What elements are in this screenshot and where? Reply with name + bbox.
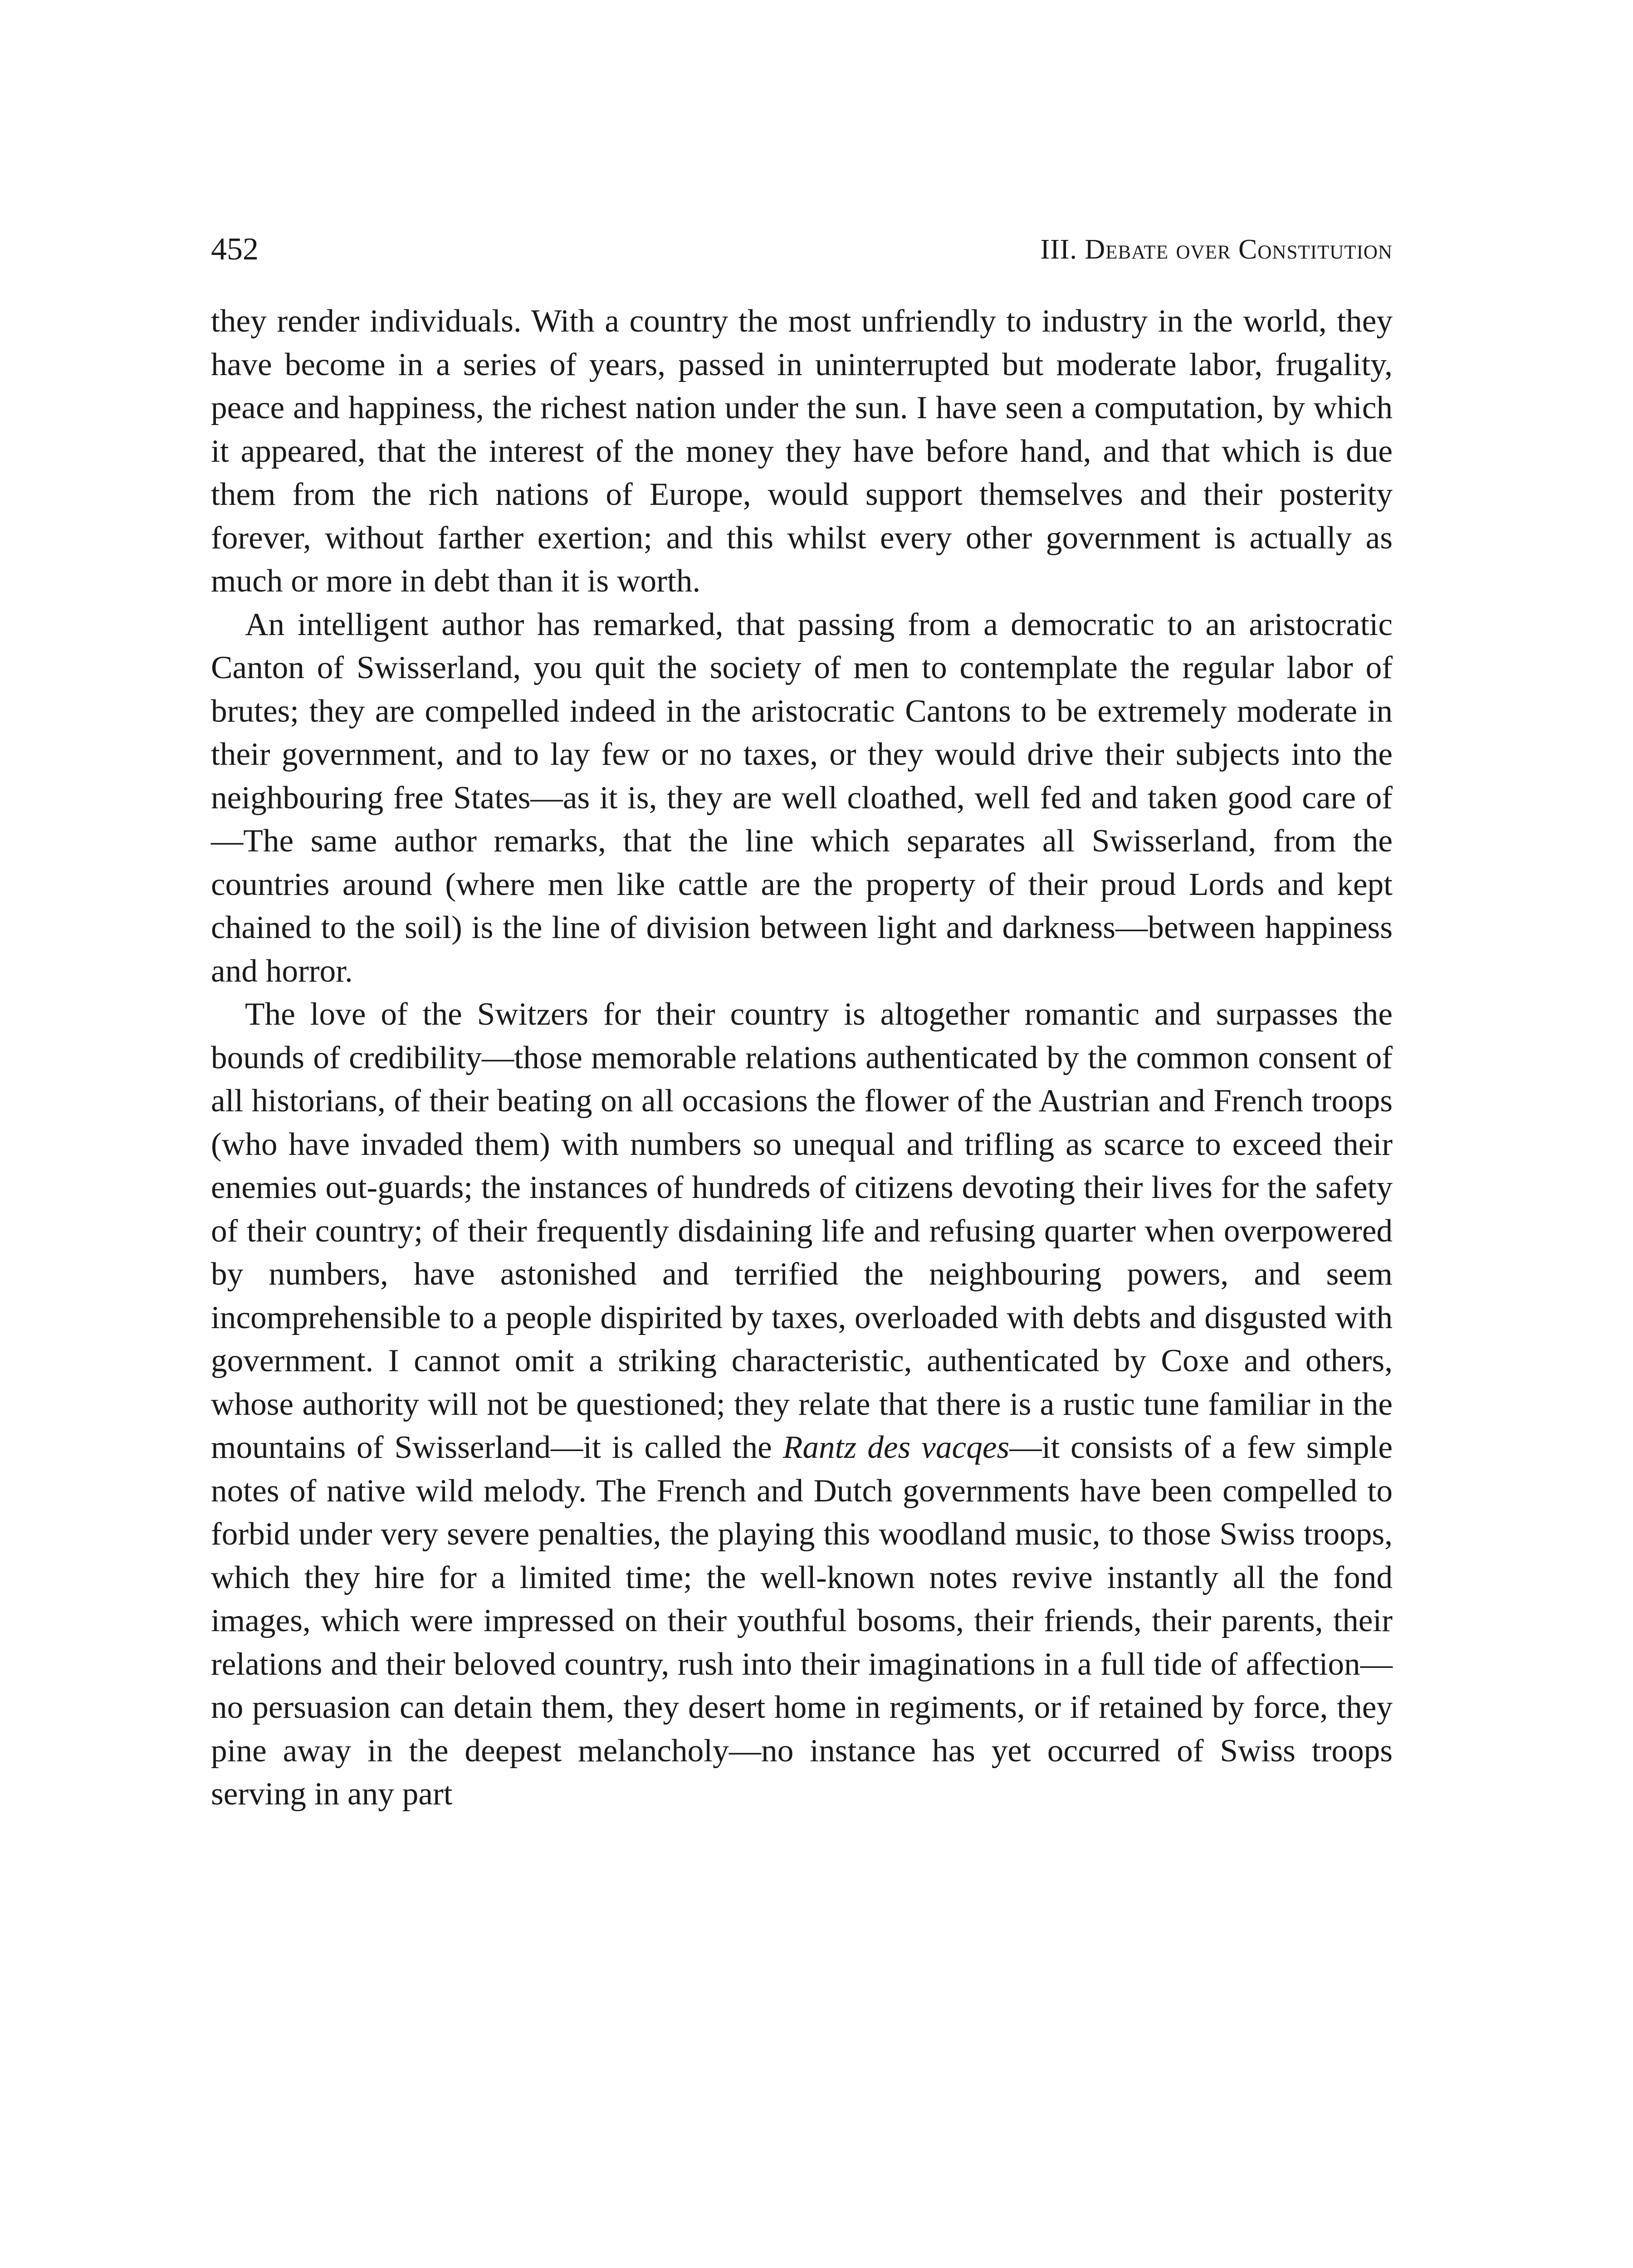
paragraph-3 — [211, 992, 1393, 1816]
running-head — [211, 222, 1393, 286]
paragraph-1: they render individuals. With a country the most unfriendly to industry in the world, they have become in a series of years, passed in uninterrupted but moderate labor, frugality, peace and happiness, the richest nation under the sun. I have seen a computation, by which it appeared, that the interest of the money they have before hand, and that which is due them from the rich nations of Europe, would support themselves and their posterity forever, without farther exertion; and this whilst every other government is actually as much or more in debt than it is worth. — [211, 303, 1393, 599]
body-text — [211, 299, 1393, 1816]
paragraph-3-text-after: —it consists of a few simple notes of native wild melody. The French and Dutch governments have been compelled to forbid under very severe penalties, the playing this woodland music, to those Swiss troops, which they hire for a limited time; the well-known notes revive instantly all the fond images, which were impressed on their youthful bosoms, their friends, their parents, their relations and their beloved country, rush into their imaginations in a full tide of affection—no persuasion can detain them, they desert home in regiments, or if retained by force, they pine away in the deepest melancholy—no instance has yet occurred of Swiss troops serving in any part — [211, 1429, 1393, 1812]
book-page — [211, 222, 1393, 2268]
running-title: III. Debate over Constitution — [1040, 234, 1393, 265]
paragraph-2: An intelligent author has remarked, that passing from a democratic to an aristocratic Canton of Swisserland, you quit the society of men to contemplate the regular labor of brutes; they are compelled indeed in the aristocratic Cantons to be extremely moderate in their government, and to lay few or no taxes, or they would drive their subjects into the neighbouring free States—as it is, they are well cloathed, well fed and taken good care of—The same author remarks, that the line which separates all Swisserland, from the countries around (where men like cattle are the property of their proud Lords and kept chained to the soil) is the line of division between light and darkness—between happiness and horror. — [211, 606, 1393, 989]
paragraph-3-text-before: The love of the Switzers for their country is altogether romantic and surpasses the bounds of credibility—those memorable relations authenticated by the common consent of all historians, of their beating on all occasions the flower of the Austrian and French troops (who have invaded them) with numbers so unequal and trifling as scarce to exceed their enemies out-guards; the instances of hundreds of citizens devoting their lives for the safety of their country; of their frequently disdaining life and refusing quarter when overpowered by numbers, have astonished and terrified the neighbouring powers, and seem incomprehensible to a people dispirited by taxes, overloaded with debts and disgusted with government. I cannot omit a striking characteristic, authenticated by Coxe and others, whose authority will not be questioned; they relate that there is a rustic tune familiar in the mountains of Swisserland—it is called the — [211, 996, 1393, 1465]
italic-title-rantz-des-vacqes: Rantz des vacqes — [782, 1429, 1010, 1465]
page-number: 452 — [211, 232, 259, 267]
